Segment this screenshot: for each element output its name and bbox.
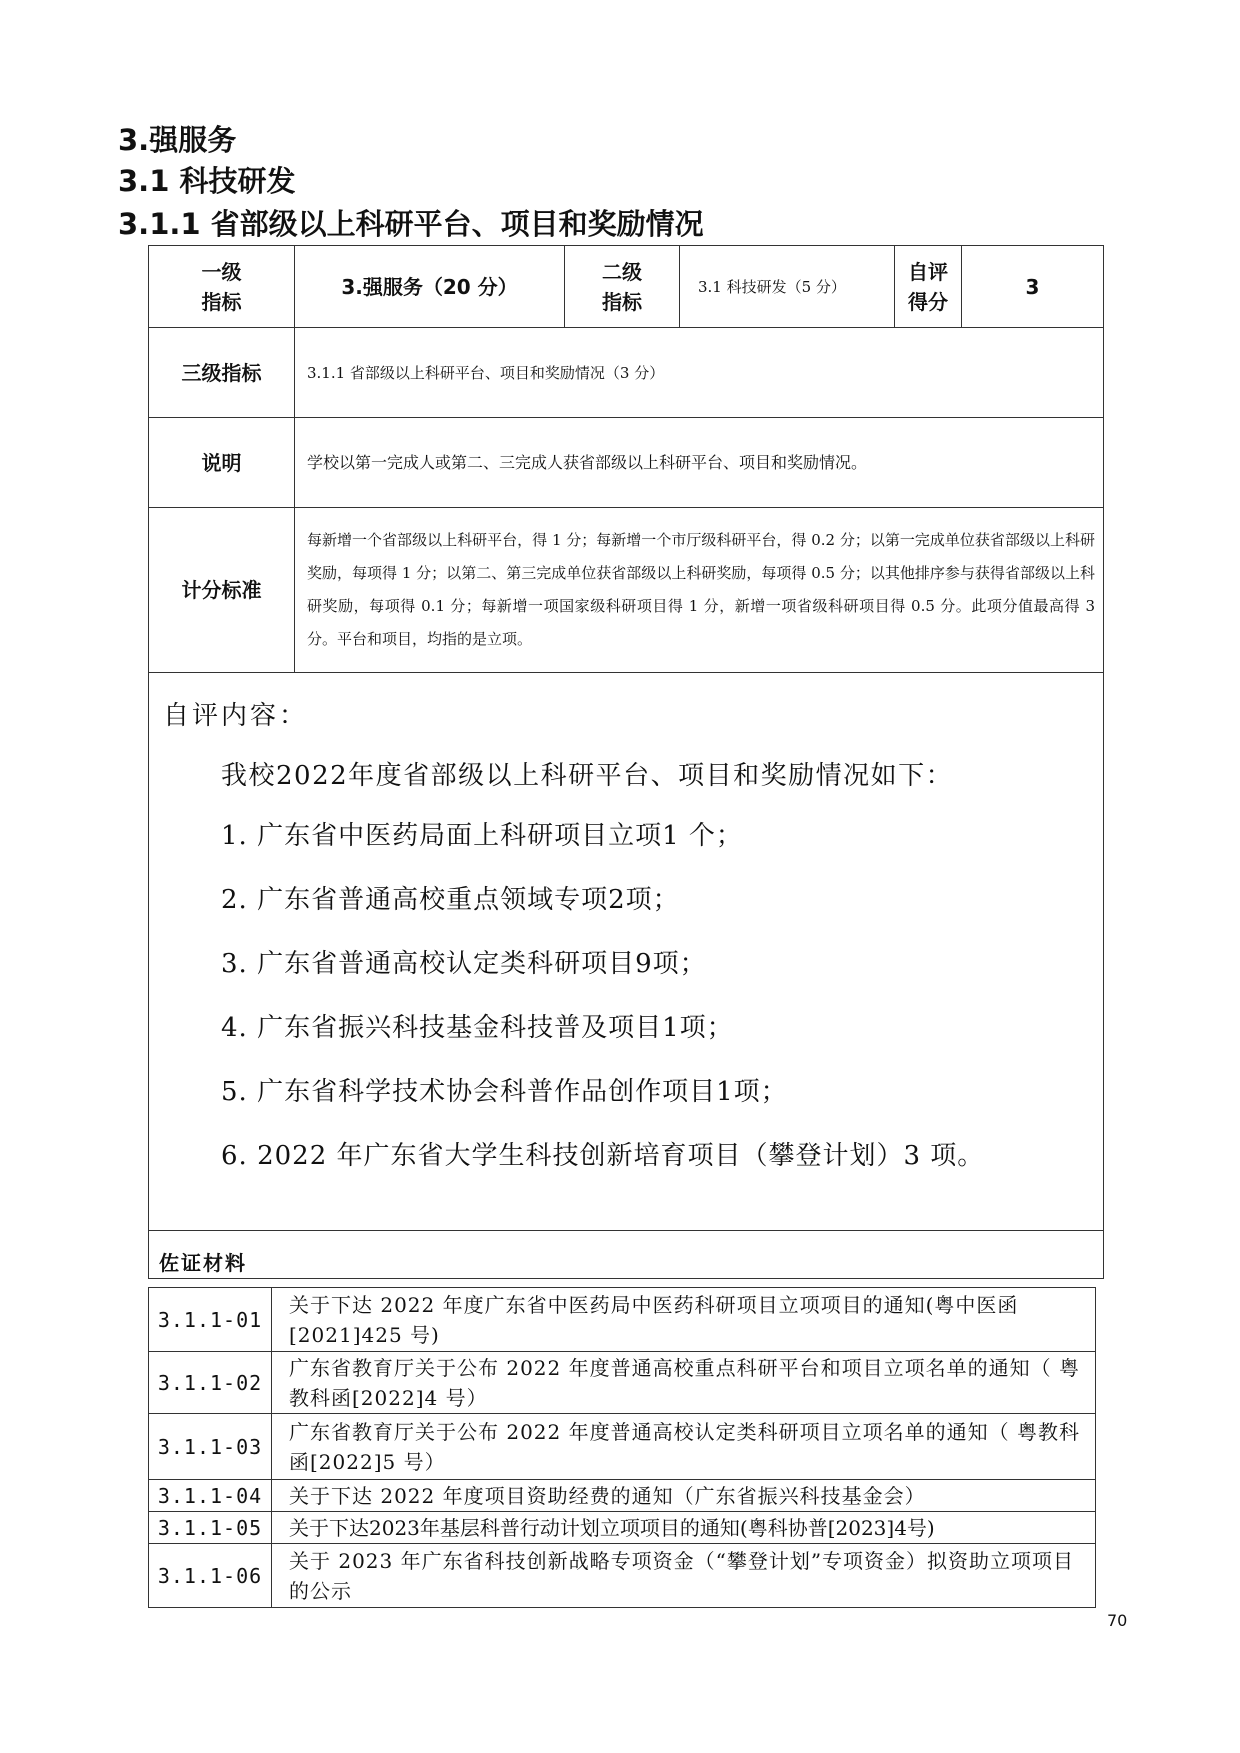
list-item: 5. 广东省科学技术协会科普作品创作项目1项； xyxy=(221,1077,788,1107)
page-number: 70 xyxy=(1107,1611,1128,1630)
evidence-text: 广东省教育厅关于公布 2022 年度普通高校重点科研平台和项目立项名单的通知（ 粤教科函[2022]4 号） xyxy=(272,1352,1096,1414)
heading-level-3: 3.1.1 省部级以上科研平台、项目和奖励情况 xyxy=(118,207,704,241)
criteria-label: 计分标准 xyxy=(149,508,295,673)
table-row xyxy=(149,1480,1096,1512)
evidence-text: 关于 2023 年广东省科技创新战略专项资金（“攀登计划”专项资金）拟资助立项项目的公示 xyxy=(272,1544,1096,1608)
level2-value: 3.1 科技研发（5 分） xyxy=(680,246,895,328)
list-item: 1. 广东省中医药局面上科研项目立项1 个； xyxy=(221,821,743,851)
heading-level-1: 3.强服务 xyxy=(118,123,237,157)
level1-label: 一级 指标 xyxy=(149,246,295,328)
list-item: 4. 广东省振兴科技基金科技普及项目1项； xyxy=(221,1013,734,1043)
table-row xyxy=(149,1352,1096,1414)
self-score-label: 自评 得分 xyxy=(895,246,962,328)
evidence-code: 3.1.1-03 xyxy=(149,1414,272,1480)
evidence-code: 3.1.1-02 xyxy=(149,1352,272,1414)
evidence-text: 关于下达 2022 年度项目资助经费的通知（广东省振兴科技基金会） xyxy=(272,1480,1096,1512)
indicator-table xyxy=(148,245,1104,1279)
level2-label: 二级 指标 xyxy=(565,246,680,328)
level3-label: 三级指标 xyxy=(149,328,295,418)
heading-level-2: 3.1 科技研发 xyxy=(118,164,296,198)
table-row xyxy=(149,1544,1096,1608)
list-item: 3. 广东省普通高校认定类科研项目9项； xyxy=(221,949,707,979)
evidence-table xyxy=(148,1287,1096,1608)
evidence-text: 关于下达2023年基层科普行动计划立项项目的通知(粤科协普[2023]4号) xyxy=(272,1512,1096,1544)
self-evaluation-title: 自评内容： xyxy=(163,701,309,731)
evidence-text: 关于下达 2022 年度广东省中医药局中医药科研项目立项项目的通知(粤中医函[2021]425 号) xyxy=(272,1288,1096,1352)
list-item: 2. 广东省普通高校重点领域专项2项； xyxy=(221,885,680,915)
list-item: 6. 2022 年广东省大学生科技创新培育项目（攀登计划）3 项。 xyxy=(221,1141,985,1171)
criteria-value: 每新增一个省部级以上科研平台，得 1 分；每新增一个市厅级科研平台，得 0.2 分；以第一完成单位获省部级以上科研奖励，每项得 1 分；以第二、第三完成单位获省部级以上科研奖励，每项得 0.5 分；以其他排序参与获得省部级以上科研奖励，每项得 0.1 分；每新增一项国家级科研项目得 1 分，新增一项省级科研项目得 0.5 分。此项分值最高得 3 分。平台和项目，均指的是立项。 xyxy=(295,508,1104,673)
description-label: 说明 xyxy=(149,418,295,508)
evidence-code: 3.1.1-06 xyxy=(149,1544,272,1608)
table-row xyxy=(149,1512,1096,1544)
evidence-code: 3.1.1-05 xyxy=(149,1512,272,1544)
evidence-code: 3.1.1-01 xyxy=(149,1288,272,1352)
evidence-code: 3.1.1-04 xyxy=(149,1480,272,1512)
self-evaluation-intro: 我校2022年度省部级以上科研平台、项目和奖励情况如下： xyxy=(221,761,954,791)
table-row xyxy=(149,1288,1096,1352)
description-value: 学校以第一完成人或第二、三完成人获省部级以上科研平台、项目和奖励情况。 xyxy=(295,418,1104,508)
self-evaluation-cell xyxy=(149,673,1104,1231)
level3-value: 3.1.1 省部级以上科研平台、项目和奖励情况（3 分） xyxy=(295,328,1104,418)
evidence-text: 广东省教育厅关于公布 2022 年度普通高校认定类科研项目立项名单的通知（ 粤教科函[2022]5 号） xyxy=(272,1414,1096,1480)
level1-value: 3.强服务（20 分） xyxy=(295,246,565,328)
evidence-header: 佐证材料 xyxy=(149,1231,1104,1279)
self-score-value: 3 xyxy=(962,246,1104,328)
table-row xyxy=(149,1414,1096,1480)
